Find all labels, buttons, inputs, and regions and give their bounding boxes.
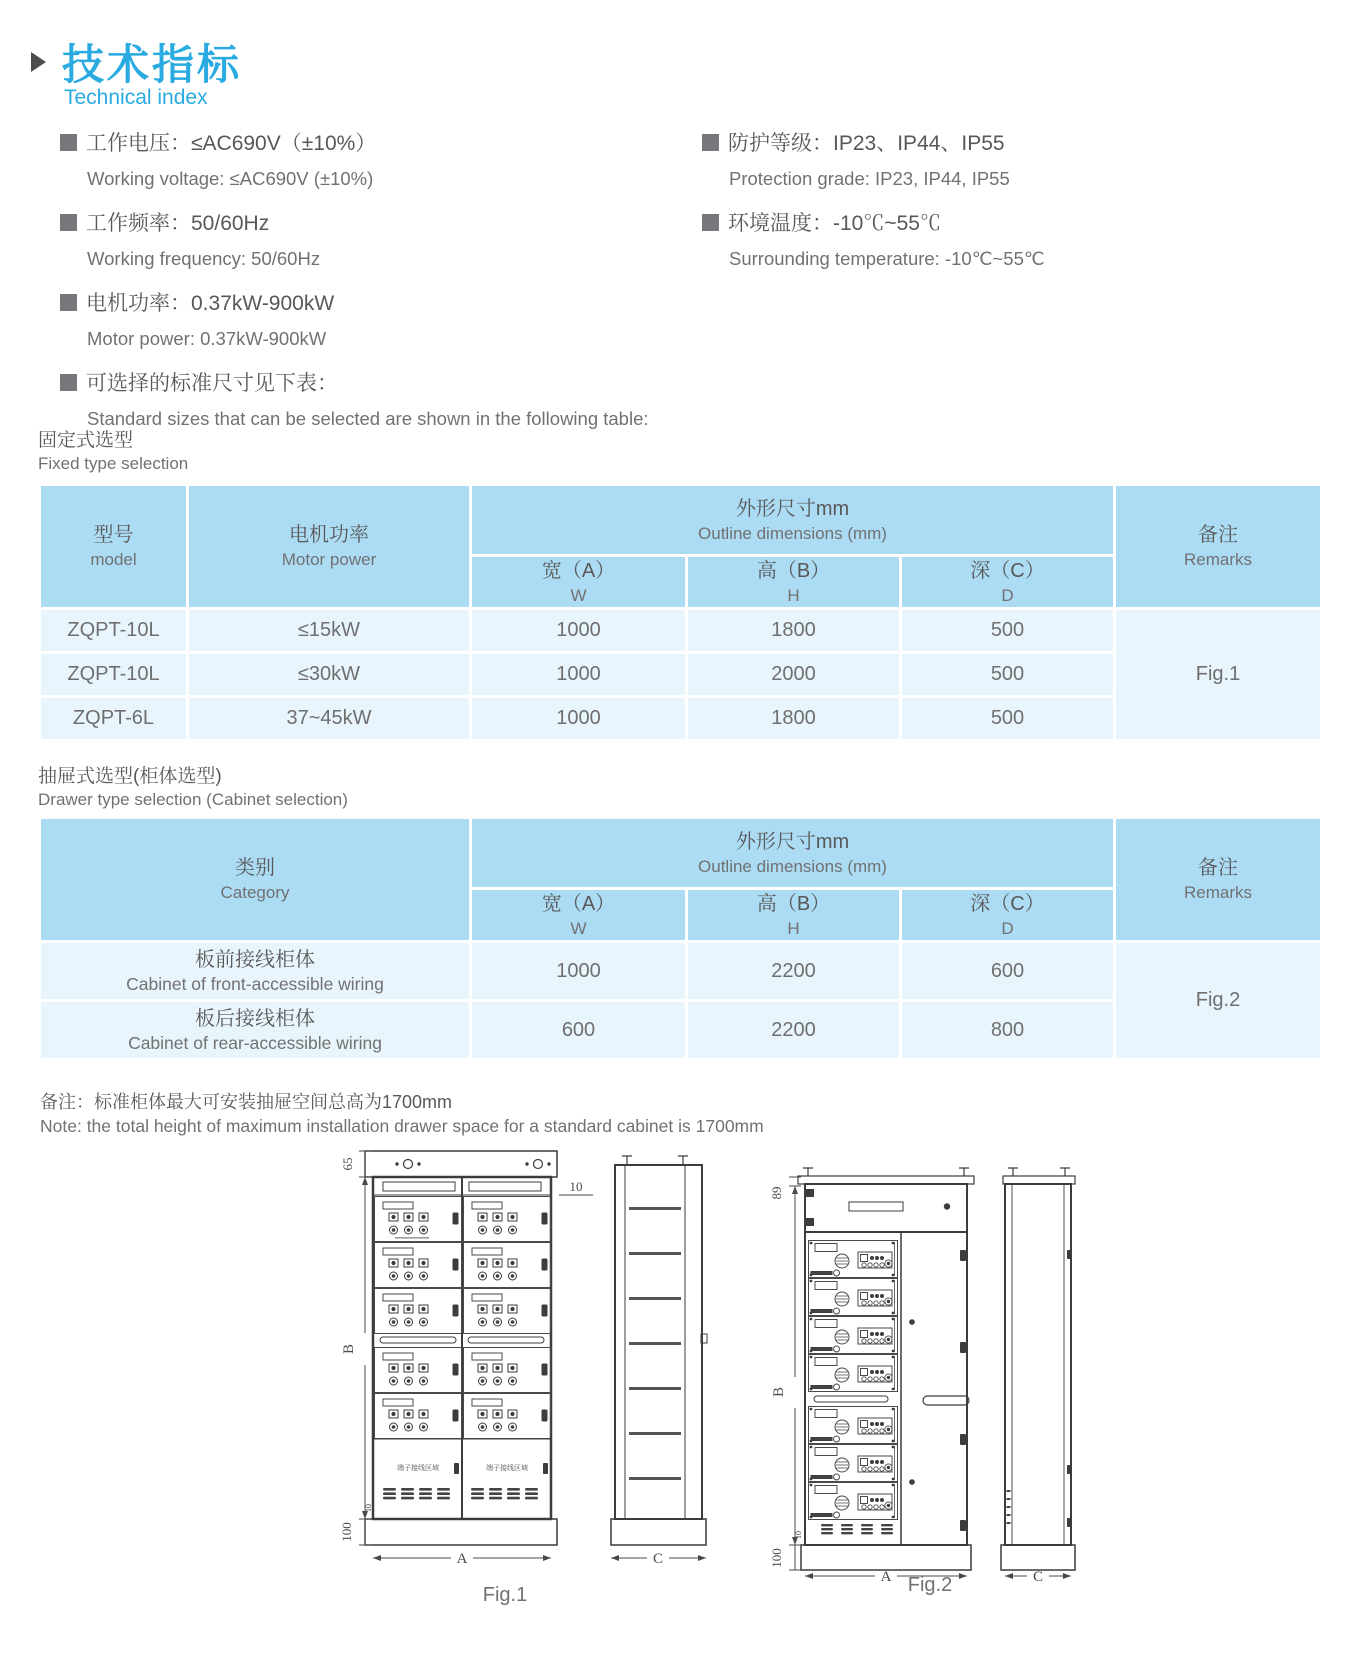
drawer-unit [809,1279,898,1316]
cabinet-door [909,1250,966,1531]
fig1-cabinet-drawing [335,1137,715,1582]
spec-en: Motor power: 0.37kW-900kW [87,328,327,349]
door-handle [923,1396,969,1405]
dim-label-depth: C [652,1551,664,1567]
cell-width: 1000 [471,942,687,1001]
spec-item [60,207,680,270]
spec-zh: 防护等级：IP23、IP44、IP55 [728,132,1005,155]
fig1-front-view [365,1151,557,1545]
table-row [40,942,1322,1001]
cell-width: 1000 [471,609,687,653]
dim-label-plinth-height: 100 [769,1548,784,1568]
cell-remark: Fig.2 [1115,942,1322,1060]
col-header-width: 宽（A） W [471,889,687,942]
side-shelf-lines [629,1207,681,1480]
drawer-unit [464,1289,551,1334]
fixed-section-title-en: Fixed type selection [38,454,189,473]
dim-label-width: A [880,1569,892,1582]
dim-label-top-offset: 10 [569,1179,583,1194]
dim-label-body-height: B [771,1386,787,1398]
drawer-unit [809,1241,898,1278]
fig2-caption: Fig.2 [907,1574,953,1596]
spec-zh: 工作电压：≤AC690V（±10%） [86,132,377,155]
page-title: 技术指标 [62,41,243,88]
terminal-area-label: 端子接线区域 [486,1464,528,1472]
drawer-section-title-en: Drawer type selection (Cabinet selection) [38,790,348,809]
spec-zh: 环境温度：-10℃~55℃ [728,212,941,235]
fixed-type-table [38,483,1323,742]
col-header-model: 型号 model [40,485,188,609]
note-zh: 备注：标准柜体最大可安装抽屉空间总高为1700mm [40,1092,453,1112]
cell-model: ZQPT-6L [40,697,188,741]
table-row [40,609,1322,653]
cell-height: 2200 [687,942,901,1001]
cap-indicator-lights [395,1162,550,1165]
col-header-outline-dimensions: 外形尺寸mm Outline dimensions (mm) [471,818,1115,889]
cell-power: ≤30kW [188,653,471,697]
spec-item [60,127,680,190]
spec-item [60,367,680,430]
fig2-side-view [1001,1168,1075,1570]
drawer-unit [809,1445,898,1482]
fig1-caption: Fig.1 [482,1584,528,1606]
drawer-unit [375,1394,462,1439]
drawer-unit [809,1355,898,1392]
cell-width: 600 [471,1001,687,1060]
cell-model: ZQPT-10L [40,653,188,697]
terminal-area-label: 端子接线区域 [397,1464,439,1472]
cell-height: 1800 [687,609,901,653]
col-header-remarks: 备注 Remarks [1115,818,1322,942]
cell-depth: 500 [901,697,1115,741]
bullet-square-icon [60,294,77,311]
cell-power: ≤15kW [188,609,471,653]
cell-depth: 500 [901,653,1115,697]
spec-en: Working frequency: 50/60Hz [87,248,321,269]
col-header-depth: 深（C） D [901,889,1115,942]
cell-height: 2000 [687,653,901,697]
dim-label-cap-height: 65 [340,1157,355,1171]
col-header-height: 高（B） H [687,556,901,609]
drawer-unit [809,1483,898,1520]
dim-label-plinth-height: 100 [339,1522,354,1542]
cell-depth: 800 [901,1001,1115,1060]
fig1-side-view [611,1156,707,1545]
spec-item [702,127,1342,190]
drawer-unit [375,1348,462,1393]
drawer-unit [464,1394,551,1439]
drawer-type-table [38,816,1323,1061]
bullet-square-icon [60,214,77,231]
spec-item [702,207,1342,270]
fig2-cabinet-drawing [715,1090,1090,1582]
bullet-square-icon [60,134,77,151]
drawer-unit [809,1317,898,1354]
cell-height: 2200 [687,1001,901,1060]
cell-height: 1800 [687,697,901,741]
cell-category: 板前接线柜体 Cabinet of front-accessible wiring [40,942,471,1001]
note-en: Note: the total height of maximum installation drawer space for a standard cabinet is 1700mm [40,1116,764,1136]
cell-depth: 600 [901,942,1115,1001]
col-header-depth: 深（C） D [901,556,1115,609]
drawer-unit [464,1197,551,1242]
drawer-unit [464,1348,551,1393]
dim-label-width: A [456,1551,468,1567]
dim-label-offset: 10 [794,1531,803,1539]
drawer-unit [375,1243,462,1288]
spec-en: Surrounding temperature: -10℃~55℃ [729,248,1045,269]
dim-label-cap-height: 89 [769,1186,784,1200]
cell-depth: 500 [901,609,1115,653]
col-header-outline-dimensions: 外形尺寸mm Outline dimensions (mm) [471,485,1115,556]
drawer-unit [809,1407,898,1444]
fig2-front-view [798,1168,974,1570]
cell-category: 板后接线柜体 Cabinet of rear-accessible wiring [40,1001,471,1060]
col-header-category: 类别 Category [40,818,471,942]
bullet-square-icon [702,214,719,231]
col-header-height: 高（B） H [687,889,901,942]
spec-en: Working voltage: ≤AC690V (±10%) [87,168,374,189]
drawer-unit [464,1243,551,1288]
fig2-dimensions [769,1177,1071,1582]
drawer-unit [375,1197,462,1242]
dim-label-body-height: B [341,1343,357,1355]
spec-item [60,287,680,350]
spec-zh: 可选择的标准尺寸见下表： [86,372,338,395]
spec-zh: 工作频率：50/60Hz [86,212,270,235]
spec-en: Protection grade: IP23, IP44, IP55 [729,168,1010,189]
dim-label-offset: 10 [364,1504,373,1512]
fixed-section-title-zh: 固定式选型 [38,430,134,451]
col-header-width: 宽（A） W [471,556,687,609]
cell-width: 1000 [471,697,687,741]
bullet-square-icon [702,134,719,151]
spec-zh: 电机功率：0.37kW-900kW [86,292,335,315]
cell-width: 1000 [471,653,687,697]
cell-power: 37~45kW [188,697,471,741]
bullet-square-icon [60,374,77,391]
drawer-unit [375,1289,462,1334]
spec-list-right [702,127,1342,287]
dim-label-depth: C [1032,1569,1044,1582]
page-subtitle: Technical index [64,86,208,109]
spec-en: Standard sizes that can be selected are shown in the following table: [87,408,649,429]
drawer-section-title-zh: 抽屉式选型(柜体选型) [38,766,222,787]
spec-list-left [60,127,680,447]
section-marker-arrow-icon [31,52,46,72]
cell-remark: Fig.1 [1115,609,1322,741]
col-header-remarks: 备注 Remarks [1115,485,1322,609]
col-header-motor-power: 电机功率 Motor power [188,485,471,609]
side-vent-dashes [1007,1490,1011,1524]
cell-model: ZQPT-10L [40,609,188,653]
